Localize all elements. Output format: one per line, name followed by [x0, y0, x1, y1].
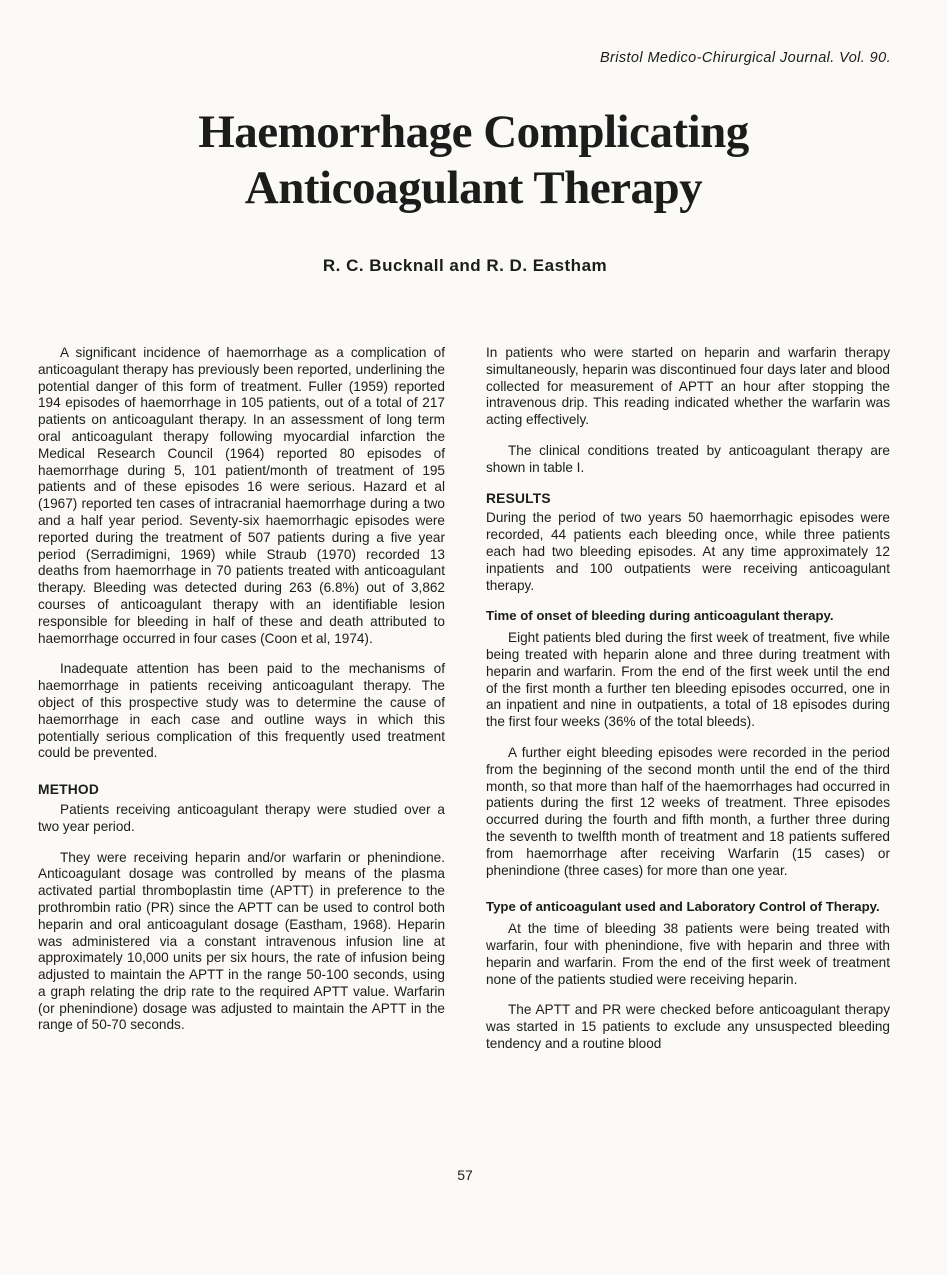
results-heading: RESULTS — [486, 490, 551, 506]
left-column — [38, 345, 445, 1048]
paragraph: Eight patients bled during the first week of treatment, five while being treated with heparin alone and three during treatment with heparin and warfarin. From the end of the first week until the end of the first month a further ten bleeding episodes occurred, one in an inpatient and nine in outpatients, a total of 18 episodes during the first four weeks (36% of the total bleeds). — [486, 630, 890, 730]
subheading-anticoagulant-type: Type of anticoagulant used and Laboratory Control of Therapy. — [486, 899, 880, 915]
paragraph: A further eight bleeding episodes were recorded in the period from the beginning of the second month until the end of the third month, so that more than half of the haemorrhages had occurred in patients during the first 12 weeks of treatment. Three episodes occurred during the fourth and fifth month, a further three during the seventh to twelfth month of treatment and 18 patients suffered from haemorrhage after receiving Warfarin (15 cases) or phenindione (three cases) for more than one year. — [486, 744, 890, 878]
paragraph: They were receiving heparin and/or warfarin or phenindione. Anticoagulant dosage was controlled by means of the plasma activated partial thromboplastin time (APTT) in preference to the prothrombin ratio (PR) since the APTT can be used to control both heparin and oral anticoagulant dosage (Eastham, 1968). Heparin was administered via a constant intravenous infusion line at approximately 10,000 units per six hours, the rate of infusion being adjusted to maintain the APTT in the range 50-100 seconds, using a graph relating the drip rate to the required APTT value. Warfarin (or phenindione) dosage was adjusted to maintain the APTT in the range of 50-70 seconds. — [38, 849, 445, 1033]
paragraph: A significant incidence of haemorrhage as a complication of anticoagulant therapy has previously been reported, underlining the potential danger of this form of treatment. Fuller (1959) reported 194 episodes of haemorrhage in 105 patients, out of a total of 217 patients on anticoagulant therapy. In an assessment of long term oral anticoagulant therapy following myocardial infarction the Medical Research Council (1964) reported 80 episodes of haemorrhage during 5, 101 patient/month of treatment of 195 patients and of these episodes 16 were serious. Hazard et al (1967) reported ten cases of intracranial haemorrhage during a two and a half year period. Seventy-six haemorrhagic episodes were reported during the treatment of 507 patients during a five year period (Serradimigni, 1969) while Straub (1970) recorded 13 deaths from haemorrhage in 70 patients treated with anticoagulant therapy. Bleeding was detected during 263 (6.8%) out of 3,862 courses of anticoagulant therapy with an identifiable lesion responsible for bleeding in half of these and death attributed to haemorrhage occurred in four cases (Coon et al, 1974). — [38, 345, 445, 646]
paragraph: Patients receiving anticoagulant therapy were studied over a two year period. — [38, 801, 445, 834]
subheading-onset: Time of onset of bleeding during anticoagulant therapy. — [486, 608, 834, 624]
paragraph: In patients who were started on heparin and warfarin therapy simultaneously, heparin was discontinued four days later and blood collected for measurement of APTT an hour after stopping the intravenous drip. This reading indicated whether the warfarin was acting effectively. — [486, 345, 890, 428]
right-column — [486, 345, 890, 1067]
journal-header: Bristol Medico-Chirurgical Journal. Vol. 90. — [599, 50, 891, 66]
authors: R. C. Bucknall and R. D. Eastham — [322, 256, 608, 275]
paragraph: Inadequate attention has been paid to the mechanisms of haemorrhage in patients receiving anticoagulant therapy. The object of this prospective study was to determine the cause of haemorrhage in each case and outline ways in which this potentially serious complication of this frequently used treatment could be prevented. — [38, 661, 445, 761]
title-line-2: Anticoagulant Therapy — [244, 162, 703, 214]
paragraph: The clinical conditions treated by anticoagulant therapy are shown in table I. — [486, 442, 890, 475]
title-line-1: Haemorrhage Complicating — [198, 106, 749, 158]
paragraph: At the time of bleeding 38 patients were being treated with warfarin, four with phenindione, five with heparin and three with heparin and warfarin. From the end of the first week of treatment none of the patients studied were receiving heparin. — [486, 921, 890, 987]
method-heading: METHOD — [38, 782, 99, 798]
paragraph: The APTT and PR were checked before anticoagulant therapy was started in 15 patients to exclude any unsuspected bleeding tendency and a routine blood — [486, 1002, 890, 1051]
article-title — [0, 104, 947, 216]
paragraph: During the period of two years 50 haemorrhagic episodes were recorded, 44 patients each bleeding once, while three patients each had two bleeding episodes. At any time approximately 12 inpatients and 100 outpatients were receiving anticoagulant therapy. — [486, 510, 890, 593]
page-number: 57 — [457, 1167, 473, 1183]
